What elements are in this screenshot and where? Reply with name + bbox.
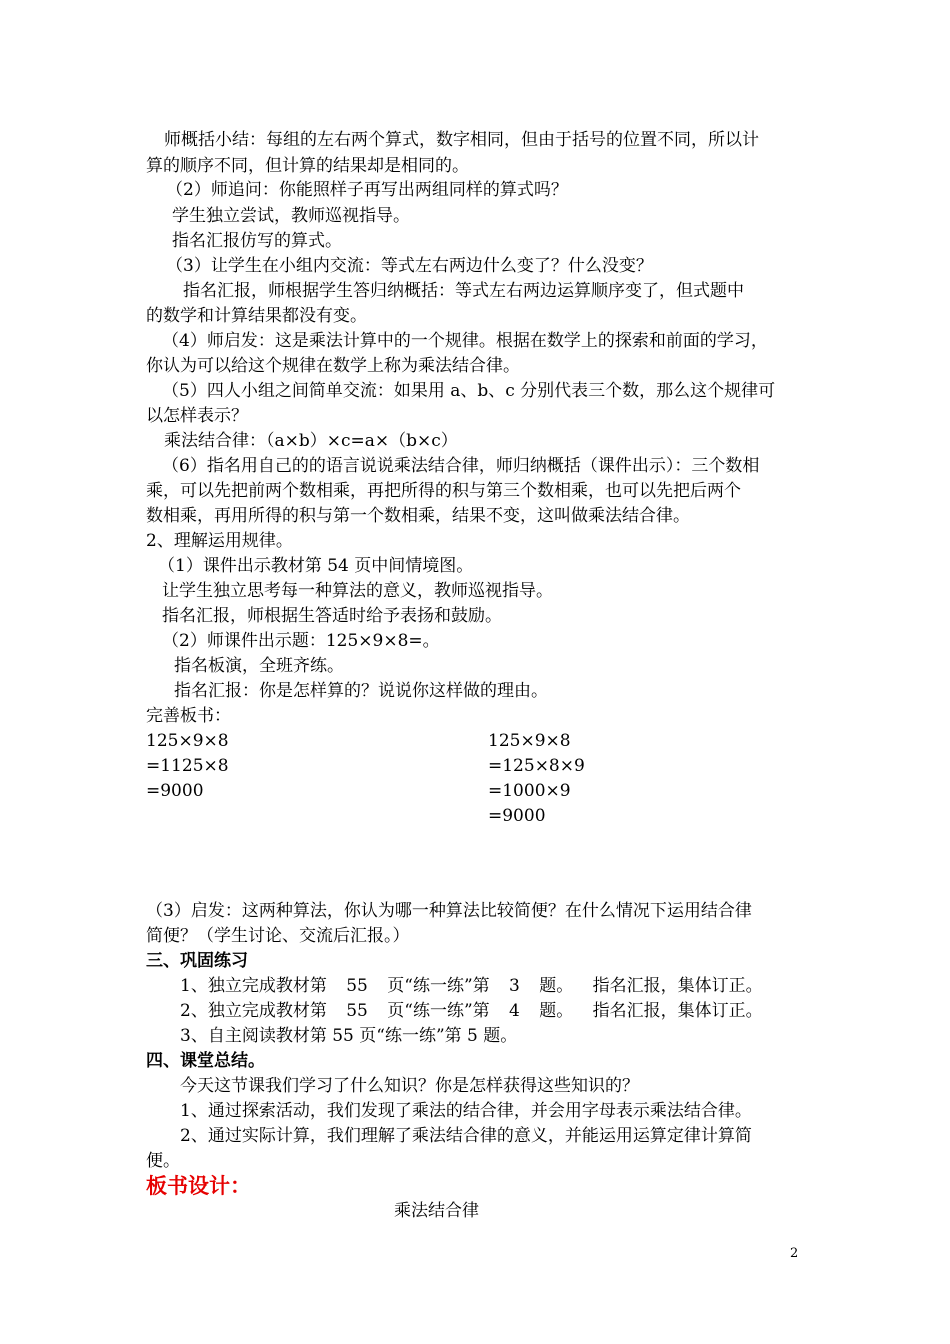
text-line: 指名汇报仿写的算式。 xyxy=(172,231,342,251)
summary-line: 便。 xyxy=(146,1151,180,1171)
text-line: 师概括小结：每组的左右两个算式，数字相同，但由于括号的位置不同，所以计 xyxy=(164,130,759,150)
text-line: （2）师追问：你能照样子再写出两组同样的算式吗？ xyxy=(166,180,568,200)
calc-right-line: =1000×9 xyxy=(488,781,571,801)
text-line: 指名汇报：你是怎样算的？说说你这样做的理由。 xyxy=(174,681,548,701)
text-line: （5）四人小组之间简单交流：如果用 a、b、c 分别代表三个数，那么这个规律可 xyxy=(162,381,776,401)
text-line: （3）启发：这两种算法，你认为哪一种算法比较简便？在什么情况下运用结合律 xyxy=(146,901,752,921)
text-line: 的数学和计算结果都没有变。 xyxy=(146,306,367,326)
text-line: 让学生独立思考每一种算法的意义，教师巡视指导。 xyxy=(162,581,553,601)
text-line: （1）课件出示教材第 54 页中间情境图。 xyxy=(158,556,474,576)
board-title: 乘法结合律 xyxy=(394,1201,479,1221)
text-line: 你认为可以给这个规律在数学上称为乘法结合律。 xyxy=(146,356,520,376)
calc-right-line: =125×8×9 xyxy=(488,756,585,776)
section-heading: 四、课堂总结。 xyxy=(146,1051,265,1071)
text-line: 乘法结合律：（a×b）×c=a×（b×c） xyxy=(164,431,458,451)
text-line: 乘，可以先把前两个数相乘，再把所得的积与第三个数相乘，也可以先把后两个 xyxy=(146,481,741,501)
text-line: 简便？（学生讨论、交流后汇报。） xyxy=(146,926,410,946)
text-line: 指名板演，全班齐练。 xyxy=(174,656,344,676)
text-line: 学生独立尝试，教师巡视指导。 xyxy=(172,206,410,226)
section-heading: 三、巩固练习 xyxy=(146,951,248,971)
text-line: （2）师课件出示题：125×9×8=。 xyxy=(162,631,440,651)
practice-item: 2、独立完成教材第 55 页“练一练”第 4 题。 指名汇报，集体订正。 xyxy=(180,1001,763,1021)
text-line: （3）让学生在小组内交流：等式左右两边什么变了？什么没变？ xyxy=(166,256,653,276)
summary-line: 今天这节课我们学习了什么知识？你是怎样获得这些知识的？ xyxy=(180,1076,639,1096)
text-line: （4）师启发：这是乘法计算中的一个规律。根据在数学上的探索和前面的学习， xyxy=(162,331,768,351)
calc-left-line: 125×9×8 xyxy=(146,731,229,751)
practice-item: 1、独立完成教材第 55 页“练一练”第 3 题。 指名汇报，集体订正。 xyxy=(180,976,763,996)
calc-right-line: 125×9×8 xyxy=(488,731,571,751)
summary-line: 1、通过探索活动，我们发现了乘法的结合律，并会用字母表示乘法结合律。 xyxy=(180,1101,752,1121)
calc-left-line: =9000 xyxy=(146,781,204,801)
text-line: 数相乘，再用所得的积与第一个数相乘，结果不变，这叫做乘法结合律。 xyxy=(146,506,690,526)
calc-right-line: =9000 xyxy=(488,806,546,826)
board-design-heading: 板书设计： xyxy=(146,1173,251,1198)
text-line: 以怎样表示？ xyxy=(146,406,248,426)
text-line: 算的顺序不同，但计算的结果却是相同的。 xyxy=(146,156,469,176)
calc-left-line: =1125×8 xyxy=(146,756,229,776)
text-line: （6）指名用自己的的语言说说乘法结合律，师归纳概括（课件出示）：三个数相 xyxy=(162,456,760,476)
practice-item: 3、自主阅读教材第 55 页“练一练”第 5 题。 xyxy=(180,1026,518,1046)
text-line: 指名汇报，师根据生答适时给予表扬和鼓励。 xyxy=(162,606,502,626)
text-line: 2、理解运用规律。 xyxy=(146,531,293,551)
text-line: 指名汇报，师根据学生答归纳概括：等式左右两边运算顺序变了，但式题中 xyxy=(183,281,744,301)
text-line: 完善板书： xyxy=(146,706,231,726)
summary-line: 2、通过实际计算，我们理解了乘法结合律的意义，并能运用运算定律计算简 xyxy=(180,1126,752,1146)
page-number: 2 xyxy=(790,1246,799,1261)
